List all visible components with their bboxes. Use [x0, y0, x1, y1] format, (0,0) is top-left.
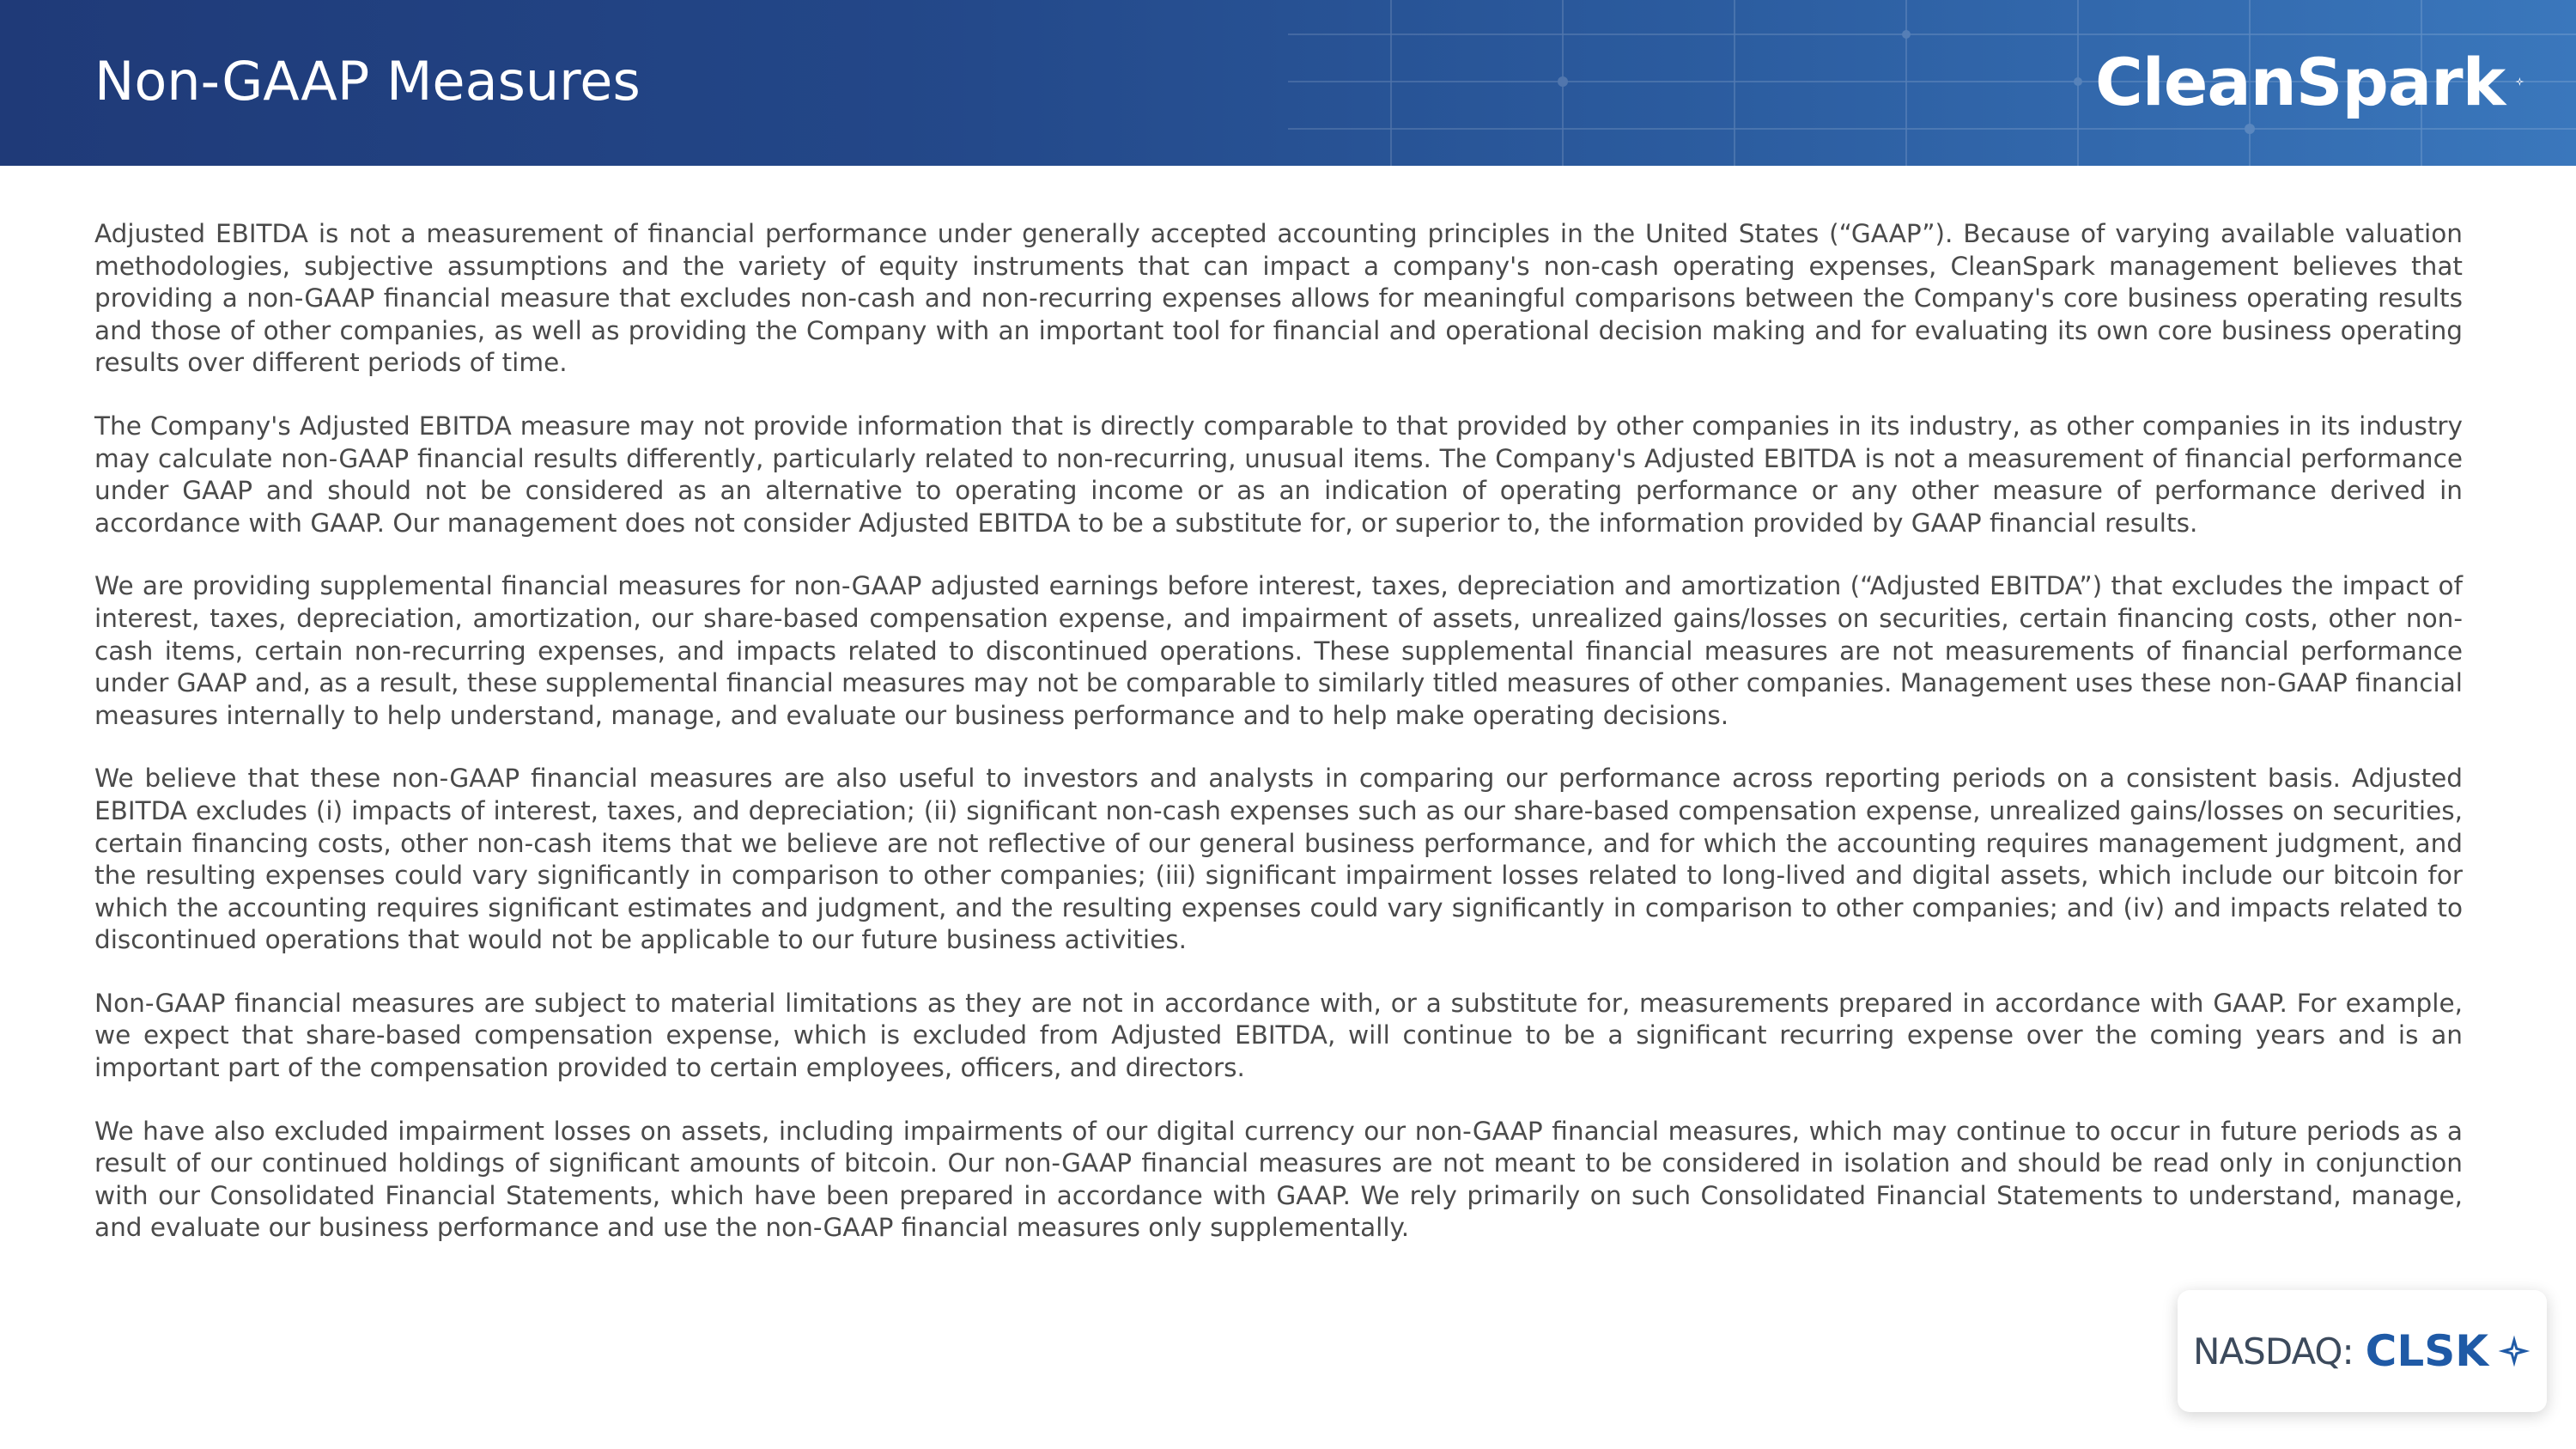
paragraph-adjusted-ebitda-definition: Adjusted EBITDA is not a measurement of financial performance under generally accepted accounting principles in the United States (“GAAP”). Because of varying available valuation methodologies, subjective assumptions and the variety of equity instruments that can impact a company's non-cash operating expenses, CleanSpark management believes that providing a non-GAAP financial measure that excludes non-cash and non-recurring expenses allows for meaningful comparisons between the Company's core business operating results and those of other companies, as well as providing the Company with an important tool for financial and operational decision making and for evaluating its own core business operating results over different periods of time. — [94, 219, 2463, 378]
spark-star-icon — [2515, 51, 2524, 113]
spark-star-icon — [2497, 1334, 2531, 1368]
paragraph-comparability: The Company's Adjusted EBITDA measure may not provide information that is directly comparable to that provided by other companies in its industry, as other companies in its industry may calculate non-GAAP financial results differently, particularly related to non-recurring, unusual items. The Company's Adjusted EBITDA is not a measurement of financial performance under GAAP and should not be considered as an alternative to operating income or as an indication of operating performance or any other measure of performance derived in accordance with GAAP. Our management does not consider Adjusted EBITDA to be a substitute for, or superior to, the information provided by GAAP financial results. — [94, 411, 2463, 538]
logo-wordmark: CleanSpark — [2095, 43, 2506, 120]
body-text — [94, 218, 2463, 1275]
paragraph-limitations: Non-GAAP financial measures are subject to material limitations as they are not in accordance with, or a substitute for, measurements prepared in accordance with GAAP. For example, we expect that share-based compensation expense, which is excluded from Adjusted EBITDA, will continue to be a significant recurring expense over the coming years and is an important part of the compensation provided to certain employees, officers, and directors. — [94, 988, 2463, 1083]
header-banner — [0, 0, 2576, 166]
paragraph-usefulness: We believe that these non-GAAP financial measures are also useful to investors and analysts in comparing our performance across reporting periods on a consistent basis. Adjusted EBITDA excludes (i) impacts of interest, taxes, and depreciation; (ii) significant non-cash expenses such as our share-based compensation expense, unrealized gains/losses on securities, certain financing costs, other non-cash items that we believe are not reflective of our general business performance, and for which the accounting requires management judgment, and the resulting expenses could vary significantly in comparison to other companies; (iii) significant impairment losses related to long-lived and digital assets, which include our bitcoin for which the accounting requires significant estimates and judgment, and the resulting expenses could vary significantly in comparison to other companies; and (iv) and impacts related to discontinued operations that would not be applicable to our future business activities. — [94, 764, 2463, 955]
paragraph-supplemental-measures: We are providing supplemental financial measures for non-GAAP adjusted earnings before interest, taxes, depreciation and amortization (“Adjusted EBITDA”) that excludes the impact of interest, taxes, depreciation, amortization, our share-based compensation expense, and impairment of assets, unrealized gains/losses on securities, certain financing costs, other non-cash items, certain non-recurring expenses, and impacts related to discontinued operations. These supplemental financial measures are not measurements of financial performance under GAAP and, as a result, these supplemental financial measures may not be comparable to similarly titled measures of other companies. Management uses these non-GAAP financial measures internally to help understand, manage, and evaluate our business performance and to help make operating decisions. — [94, 571, 2463, 730]
paragraph-impairment-losses: We have also excluded impairment losses on assets, including impairments of our digital currency our non-GAAP financial measures, which may continue to occur in future periods as a result of our continued holdings of significant amounts of bitcoin. Our non-GAAP financial measures are not meant to be considered in isolation and should be read only in conjunction with our Consolidated Financial Statements, which have been prepared in accordance with GAAP. We rely primarily on such Consolidated Financial Statements to understand, manage, and evaluate our business performance and use the non-GAAP financial measures only supplementally. — [94, 1116, 2463, 1243]
company-logo — [2095, 34, 2524, 129]
ticker-symbol: CLSK — [2365, 1326, 2488, 1376]
ticker-badge — [2178, 1290, 2547, 1412]
page-title: Non-GAAP Measures — [94, 50, 641, 113]
ticker-exchange: NASDAQ: — [2193, 1330, 2354, 1373]
